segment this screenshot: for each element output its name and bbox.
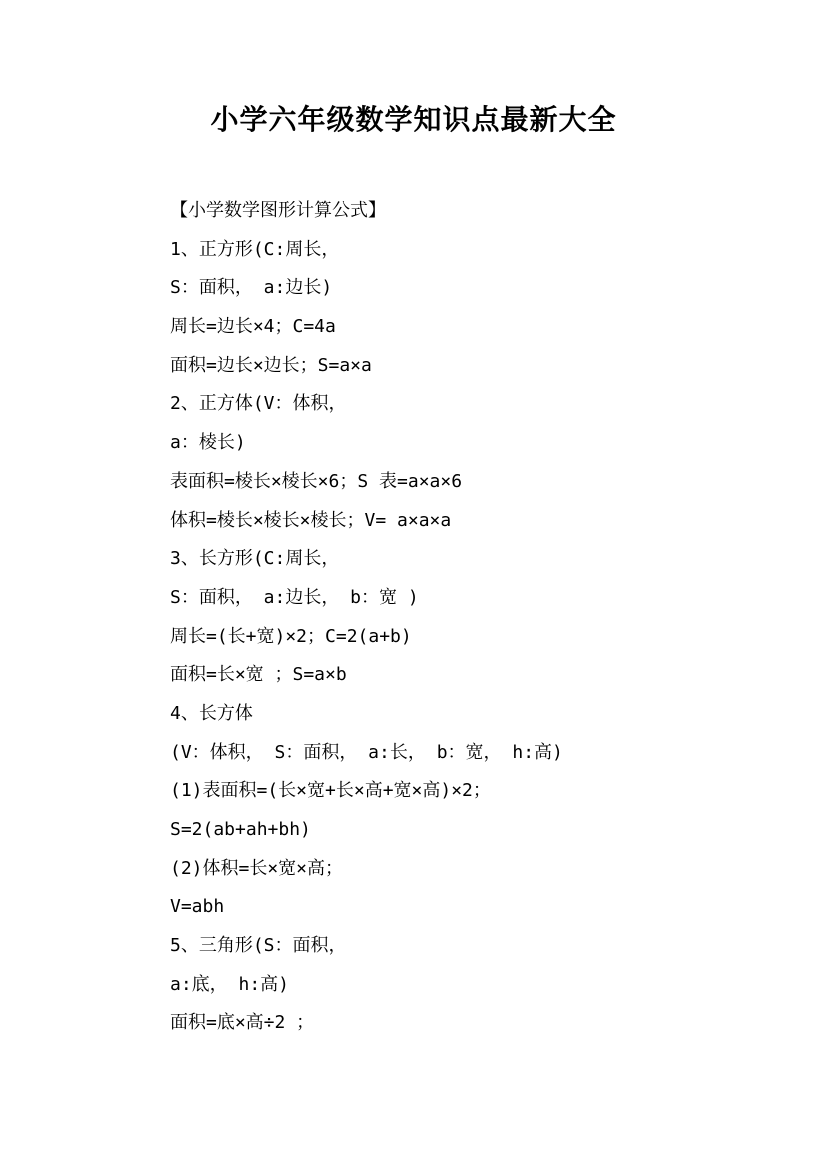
text-line: 1、正方形(C:周长， [170,238,340,260]
text-line: 面积=长×宽 ；S=a×b [170,664,347,686]
text-line: S=2(ab+ah+bh) [170,819,311,840]
text-line: (2)体积=长×宽×高； [170,857,344,879]
text-line: S：面积， a:边长) [170,277,333,299]
text-line: 面积=边长×边长；S=a×a [170,354,372,376]
text-line: 体积=棱长×棱长×棱长；V= a×a×a [170,509,452,531]
text-line: 3、长方形(C:周长， [170,548,340,570]
text-line: a:底， h:高) [170,973,290,995]
text-line: 2、正方体(V：体积， [170,393,347,415]
text-line: 周长=边长×4；C=4a [170,316,336,338]
text-line: 5、三角形(S：面积， [170,935,347,957]
text-line: 面积=底×高÷2 ； [170,1012,315,1034]
text-line: (V：体积， S：面积， a:长， b：宽， h:高) [170,741,563,763]
text-line: S：面积， a:边长， b：宽 ) [170,586,419,608]
text-line: V=abh [170,896,225,918]
document-body [170,192,770,1043]
text-line: 4、长方体 [170,702,253,724]
document-title: 小学六年级数学知识点最新大全 [210,103,617,136]
section-heading: 【小学数学图形计算公式】 [170,200,386,221]
text-line: a：棱长) [170,432,246,454]
text-line: 周长=(长+宽)×2；C=2(a+b) [170,625,412,647]
text-line: (1)表面积=(长×宽+长×高+宽×高)×2； [170,780,491,802]
text-line: 表面积=棱长×棱长×6；S 表=a×a×6 [170,470,463,492]
